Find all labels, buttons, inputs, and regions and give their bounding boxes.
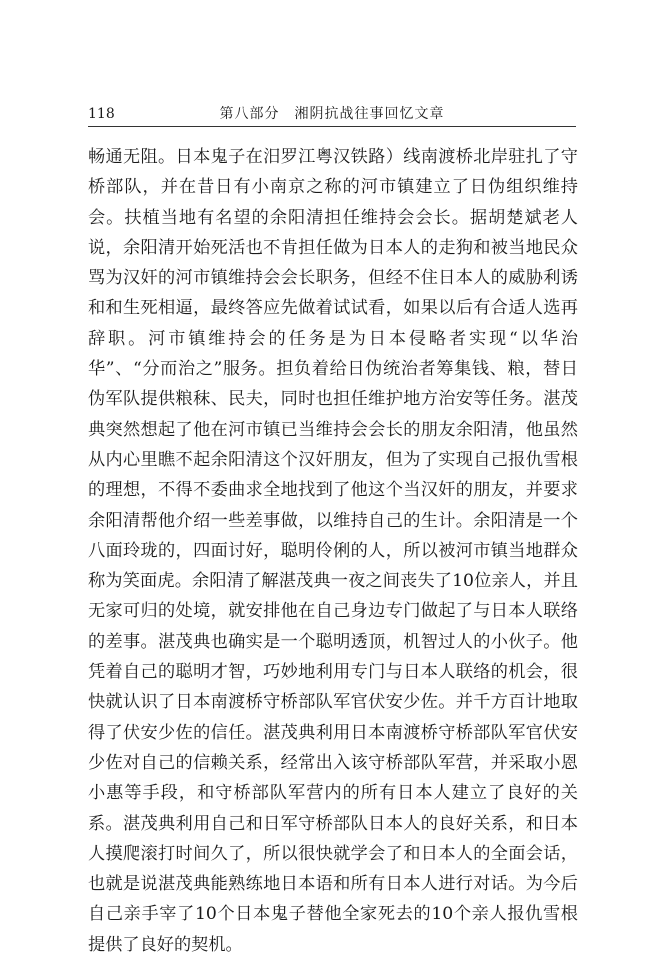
- running-title: 第八部分 湘阴抗战往事回忆文章: [219, 106, 445, 122]
- page-number: 118: [88, 106, 115, 122]
- page-header: [88, 104, 576, 127]
- body-paragraph: 畅通无阻。日本鬼子在汨罗江粤汉铁路）线南渡桥北岸驻扎了守桥部队，并在昔日有小南京之称的河市镇建立了日伪组织维持会。扶植当地有名望的余阳清担任维持会会长。据胡楚斌老人说，余阳清开始死活也不肯担任做为日本人的走狗和被当地民众骂为汉奸的河市镇维持会会长职务，但经不住日本人的威胁利诱和和生死相逼，最终答应先做着试试看，如果以后有合适人选再辞职。河市镇维持会的任务是为日本侵略者实现“以华治华”、“分而治之”服务。担负着给日伪统治者筹集钱、粮，替日伪军队提供粮秣、民夫，同时也担任维护地方治安等任务。湛茂典突然想起了他在河市镇已当维持会会长的朋友余阳清，他虽然从内心里瞧不起余阳清这个汉奸朋友，但为了实现自己报仇雪根的理想，不得不委曲求全地找到了他这个当汉奸的朋友，并要求余阳清帮他介绍一些差事做，以维持自己的生计。余阳清是一个八面玲珑的，四面讨好，聪明伶俐的人，所以被河市镇当地群众称为笑面虎。余阳清了解湛茂典一夜之间丧失了10位亲人，并且无家可归的处境，就安排他在自己身边专门做起了与日本人联络的差事。湛茂典也确实是一个聪明透顶，机智过人的小伙子。他凭着自己的聪明才智，巧妙地利用专门与日本人联络的机会，很快就认识了日本南渡桥守桥部队军官伏安少佐。并千方百计地取得了伏安少佐的信任。湛茂典利用日本南渡桥守桥部队军官伏安少佐对自己的信赖关系，经常出入该守桥部队军营，并采取小恩小惠等手段，和守桥部队军营内的所有日本人建立了良好的关系。湛茂典利用自己和日军守桥部队日本人的良好关系，和日本人摸爬滚打时间久了，所以很快就学会了和日本人的全面会话，也就是说湛茂典能熟练地日本语和所有日本人进行对话。为今后自己亲手宰了10个日本鬼子替他全家死去的10个亲人报仇雪根提供了良好的契机。: [88, 147, 578, 955]
